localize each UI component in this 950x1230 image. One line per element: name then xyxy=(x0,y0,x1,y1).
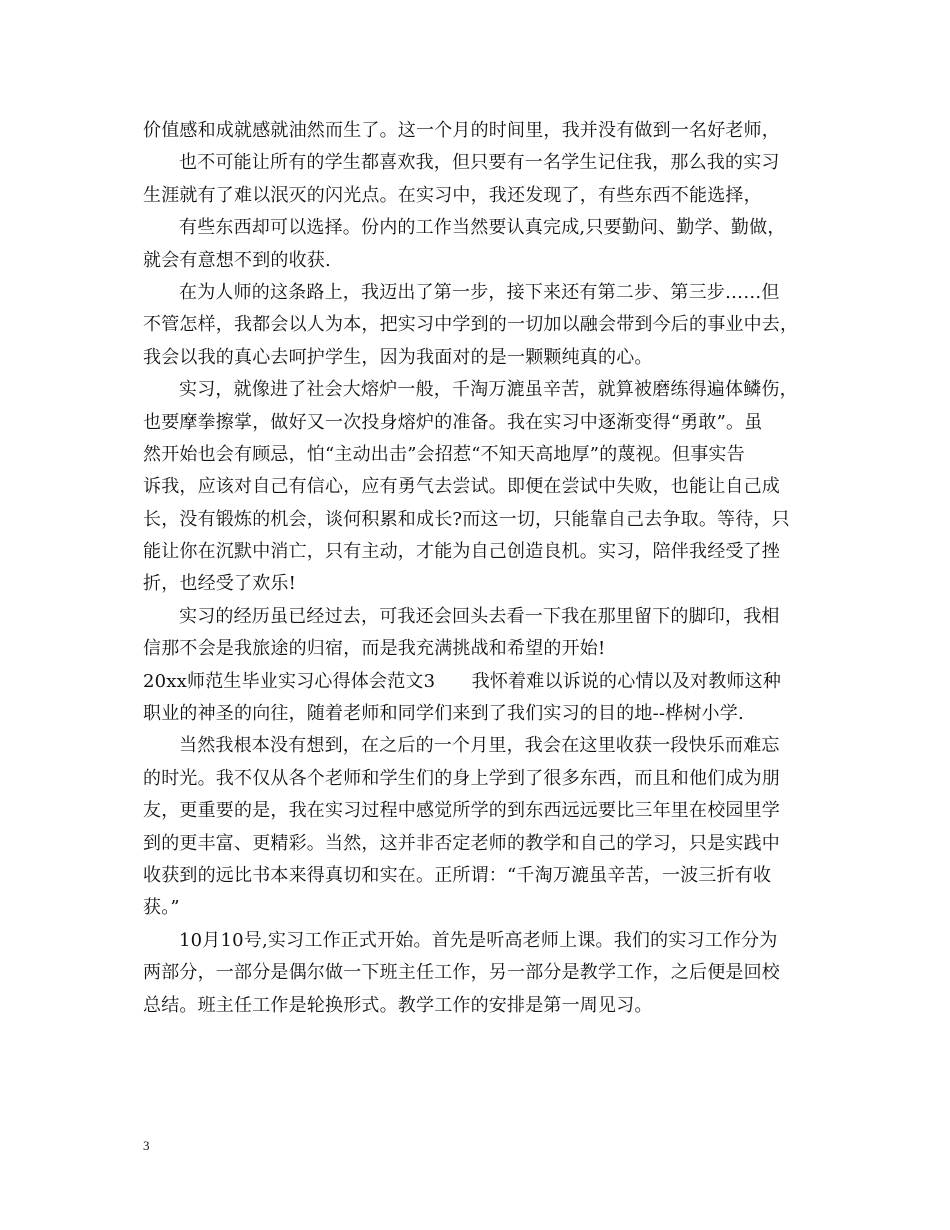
text-line: 的时光。我不仅从各个老师和学生们的身上学到了很多东西，而且和他们成为朋 xyxy=(143,767,780,789)
text-line: 20xx师范生毕业实习心得体会范文3 我怀着难以诉说的心情以及对教师这种 xyxy=(143,670,782,692)
text-line: 获。” xyxy=(143,897,180,919)
text-line: 实习，就像进了社会大熔炉一般，千淘万漉虽辛苦，就算被磨练得遍体鳞伤， xyxy=(179,379,798,401)
text-line: 能让你在沉默中消亡，只有主动，才能为自己创造良机。实习，陪伴我经受了挫 xyxy=(143,541,780,563)
text-line: 在为人师的这条路上，我迈出了第一步，接下来还有第二步、第三步……但 xyxy=(179,281,780,303)
text-line: 实习的经历虽已经过去，可我还会回头去看一下我在那里留下的脚印，我相 xyxy=(179,605,780,627)
text-line: 有些东西却可以选择。份内的工作当然要认真完成,只要勤问、勤学、勤做， xyxy=(179,217,786,239)
text-line: 职业的神圣的向往，随着老师和同学们来到了我们实习的目的地--桦树小学. xyxy=(143,703,744,725)
text-line: 收获到的远比书本来得真切和实在。正所谓：“千淘万漉虽辛苦，一波三折有收 xyxy=(143,864,772,886)
text-line: 两部分，一部分是偶尔做一下班主任工作，另一部分是教学工作，之后便是回校 xyxy=(143,962,780,984)
text-line: 折，也经受了欢乐! xyxy=(143,573,297,595)
page-number: 3 xyxy=(143,1138,150,1153)
text-line: 到的更丰富、更精彩。当然，这并非否定老师的教学和自己的学习，只是实践中 xyxy=(143,832,780,854)
text-line: 然开始也会有顾忌，怕“主动出击”会招惹“不知天高地厚”的蔑视。但事实告 xyxy=(143,443,745,465)
text-line: 总结。班主任工作是轮换形式。教学工作的安排是第一周见习。 xyxy=(143,994,653,1016)
text-line: 不管怎样，我都会以人为本，把实习中学到的一切加以融会带到今后的事业中去， xyxy=(143,314,799,336)
text-line: 友，更重要的是，我在实习过程中感觉所学的到东西远远要比三年里在校园里学 xyxy=(143,800,780,822)
text-line: 也要摩拳擦掌，做好又一次投身熔炉的准备。我在实习中逐渐变得“勇敢”。虽 xyxy=(143,411,763,433)
text-line: 也不可能让所有的学生都喜欢我，但只要有一名学生记住我，那么我的实习 xyxy=(179,152,780,174)
text-line: 长，没有锻炼的机会，谈何积累和成长?而这一切，只能靠自己去争取。等待，只 xyxy=(143,508,790,530)
text-line: 当然我根本没有想到，在之后的一个月里，我会在这里收获一段快乐而难忘 xyxy=(179,735,780,757)
text-line: 价值感和成就感就油然而生了。这一个月的时间里，我并没有做到一名好老师， xyxy=(143,120,780,141)
document-body xyxy=(143,115,813,1022)
text-line: 10月10号,实习工作正式开始。首先是听高老师上课。我们的实习工作分为 xyxy=(179,929,778,951)
text-line: 就会有意想不到的收获. xyxy=(143,249,331,271)
text-line: 我会以我的真心去呵护学生，因为我面对的是一颗颗纯真的心。 xyxy=(143,346,653,368)
text-line: 诉我，应该对自己有信心，应有勇气去尝试。即便在尝试中失败，也能让自己成 xyxy=(143,476,780,498)
text-line: 信那不会是我旅途的归宿，而是我充满挑战和希望的开始! xyxy=(143,638,606,660)
text-line: 生涯就有了难以泯灭的闪光点。在实习中，我还发现了，有些东西不能选择， xyxy=(143,184,762,206)
